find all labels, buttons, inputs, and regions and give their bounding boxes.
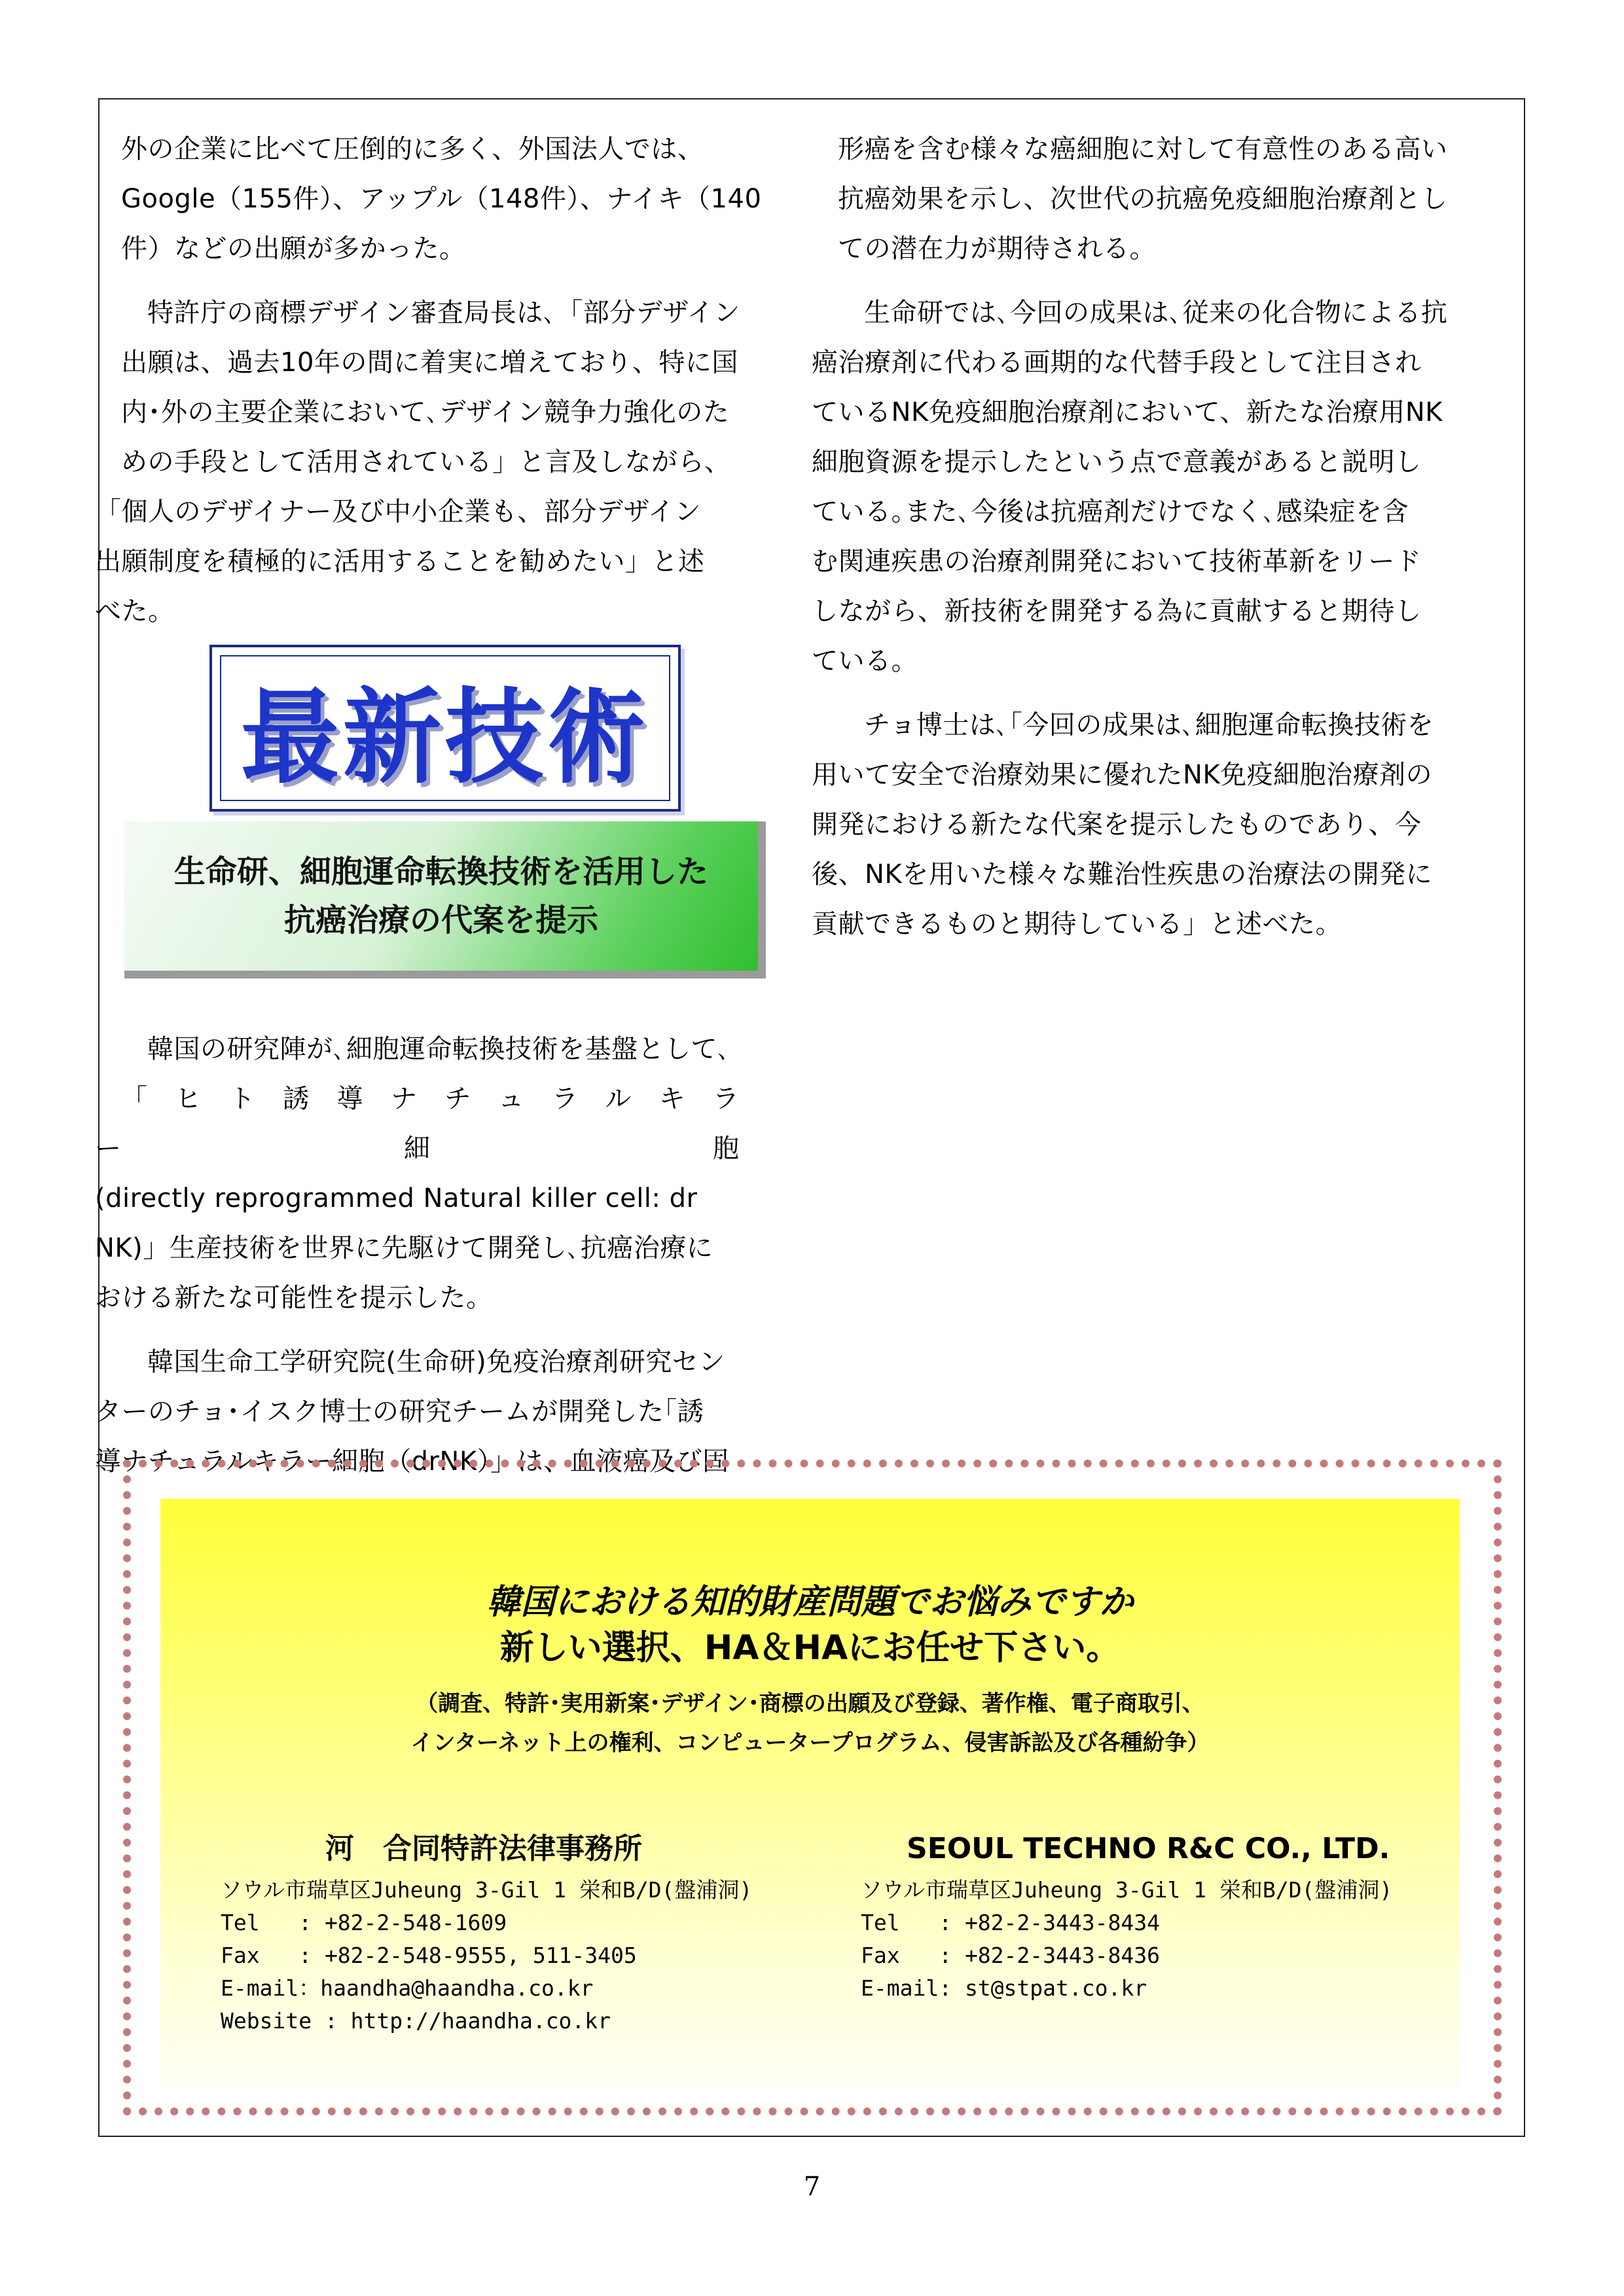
text-line: 「ヒト誘導ナチュラルキラー細胞 bbox=[95, 1084, 763, 1164]
page-number: 7 bbox=[803, 2172, 821, 2202]
section-stamp-inner bbox=[220, 655, 670, 801]
office-right-email[interactable]: E-mail: st@stpat.co.kr bbox=[861, 1975, 1147, 2001]
text-line: ての潜在力が期待される。 bbox=[838, 234, 1156, 264]
text-line: Google（155件）、アップル（148件）、ナイキ（140 bbox=[121, 184, 762, 214]
text-line: ているNK免疫細胞治療剤において、新たな治療用NK bbox=[812, 397, 1443, 427]
text-line: 韓国の研究陣が､細胞運命転換技術を基盤として､ bbox=[147, 1034, 731, 1064]
ad-services-2: インターネット上の権利、コンピュータープログラム、侵害訴訟及び各種紛争） bbox=[410, 1730, 1210, 1756]
ad-services-1: （調査、特許･実用新案･デザイン･商標の出願及び登録、著作権、電子商取引、 bbox=[416, 1691, 1204, 1717]
text-line: 用いて安全で治療効果に優れたNK免疫細胞治療剤の bbox=[812, 760, 1433, 790]
section-stamp bbox=[209, 645, 681, 812]
paragraph-right-3 bbox=[812, 700, 1506, 949]
office-left-address: ソウル市瑞草区Juheung 3-Gil 1 栄和B/D(盤浦洞) bbox=[221, 1877, 753, 1903]
text-line: 韓国生命工学研究院(生命研)免疫治療剤研究セン bbox=[147, 1347, 725, 1377]
text-line: 特許庁の商標デザイン審査局長は､「部分デザイン bbox=[147, 298, 740, 328]
office-left-fax: Fax : +82-2-548-9555, 511-3405 bbox=[221, 1943, 637, 1968]
text-line: ターのチョ･イスク博士の研究チームが開発した｢誘 bbox=[95, 1397, 704, 1427]
headline-line-1: 生命研、細胞運命転換技術を活用した bbox=[173, 853, 708, 890]
text-line: 生命研では､今回の成果は､従来の化合物による抗 bbox=[864, 298, 1448, 328]
text-line: 抗癌効果を示し、次世代の抗癌免疫細胞治療剤とし bbox=[838, 184, 1448, 214]
office-right bbox=[861, 1829, 1392, 2005]
text-line: 出願制度を積極的に活用することを勧めたい」と述 bbox=[95, 547, 705, 577]
left-column-lower bbox=[95, 1024, 789, 1501]
text-line: ている。 bbox=[812, 646, 918, 676]
text-line: おける新たな可能性を提示した。 bbox=[95, 1283, 493, 1313]
ad-box bbox=[160, 1499, 1460, 2088]
office-left-email[interactable]: E-mail：haandha@haandha.co.kr bbox=[221, 1975, 594, 2001]
text-line: チョ博士は､｢今回の成果は､細胞運命転換技術を bbox=[864, 710, 1434, 740]
text-line: べた。 bbox=[95, 596, 175, 626]
paragraph-left-1 bbox=[121, 124, 789, 274]
office-left-name: 河 合同特許法律事務所 bbox=[325, 1832, 642, 1865]
paragraph-left-3 bbox=[95, 1024, 789, 1323]
left-column bbox=[95, 124, 789, 651]
office-right-name: SEOUL TECHNO R&C CO., LTD. bbox=[907, 1832, 1390, 1865]
text-line: 後、NKを用いた様々な難治性疾患の治療法の開発に bbox=[812, 859, 1433, 889]
text-line: 癌治療剤に代わる画期的な代替手段として注目され bbox=[812, 348, 1422, 378]
text-line: 内･外の主要企業において､デザイン競争力強化のた bbox=[121, 397, 730, 427]
right-column bbox=[812, 124, 1506, 963]
headline-line-2: 抗癌治療の代案を提示 bbox=[283, 902, 598, 939]
text-line: (directly reprogrammed Natural killer cell: dr bbox=[95, 1183, 698, 1213]
ad-heading-1: 韓国における知的財産問題でお悩みですか bbox=[486, 1583, 1134, 1622]
text-line: しながら、新技術を開発する為に貢献すると期待し bbox=[812, 596, 1422, 626]
paragraph-left-2 bbox=[95, 288, 789, 636]
section-stamp-text: 最新技術 bbox=[240, 677, 649, 798]
ad-heading-2: 新しい選択、HA＆HAにお任せ下さい。 bbox=[499, 1628, 1121, 1668]
article-headline-banner bbox=[124, 821, 766, 978]
text-line: めの手段として活用されている」と言及しながら、 bbox=[121, 447, 731, 477]
text-line: 形癌を含む様々な癌細胞に対して有意性のある高い bbox=[838, 134, 1448, 164]
text-line: む関連疾患の治療剤開発において技術革新をリード bbox=[812, 547, 1422, 577]
text-line: ている｡また､今後は抗癌剤だけでなく､感染症を含 bbox=[812, 497, 1409, 527]
paragraph-right-1 bbox=[838, 124, 1506, 274]
text-line: 貢献できるものと期待している」と述べた。 bbox=[812, 909, 1342, 939]
text-line: 件）などの出願が多かった。 bbox=[121, 234, 466, 264]
office-right-tel: Tel : +82-2-3443-8434 bbox=[861, 1910, 1160, 1935]
paragraph-right-2 bbox=[812, 288, 1506, 686]
office-left-website[interactable]: Website : http://haandha.co.kr bbox=[221, 2008, 611, 2034]
text-line: 「個人のデザイナー及び中小企業も、部分デザイン bbox=[95, 497, 701, 527]
text-line: NK)」生産技術を世界に先駆けて開発し､抗癌治療に bbox=[95, 1233, 713, 1263]
text-line: 細胞資源を提示したという点で意義があると説明し bbox=[812, 447, 1422, 477]
office-left bbox=[221, 1829, 752, 2037]
office-left-tel: Tel : +82-2-548-1609 bbox=[221, 1910, 507, 1935]
text-line: 導ナチュラルキラー細胞（drNK）」は、血液癌及び固 bbox=[95, 1446, 729, 1477]
office-right-address: ソウル市瑞草区Juheung 3-Gil 1 栄和B/D(盤浦洞) bbox=[861, 1877, 1393, 1903]
text-line: 出願は、過去10年の間に着実に増えており、特に国 bbox=[121, 348, 738, 378]
office-right-fax: Fax : +82-2-3443-8436 bbox=[861, 1943, 1160, 1968]
text-line: 外の企業に比べて圧倒的に多く、外国法人では、 bbox=[121, 134, 704, 164]
text-line: 開発における新たな代案を提示したものであり、今 bbox=[812, 810, 1422, 840]
